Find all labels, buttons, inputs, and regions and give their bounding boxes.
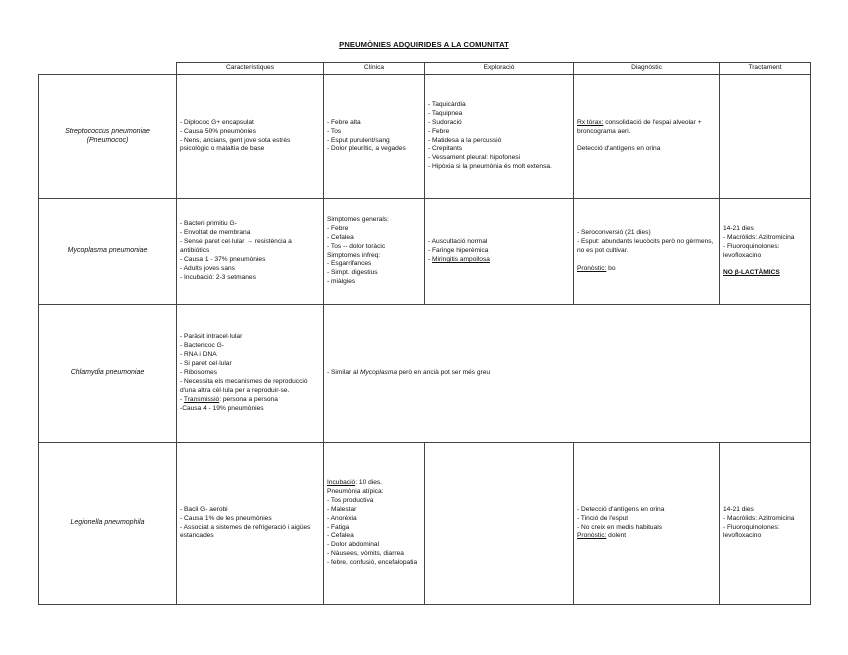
list-item: - Febre [428, 127, 450, 135]
no-beta-lactamics-note: NO β-LACTÀMICS [723, 269, 780, 277]
prognostic [577, 532, 716, 541]
header-row [39, 63, 811, 75]
list-item: - Necessita els mecanismes de reproducció d'una altra cèl·lula per a reproduir-se. [180, 377, 308, 394]
cell-caracteristiques [177, 305, 324, 443]
cell-tractament [720, 75, 811, 199]
list-item: - Febre [327, 224, 349, 232]
list-item: - Tos productiva [327, 496, 374, 504]
list-item: - Associat a sistemes de refrigeració i aigües estancades [180, 523, 311, 540]
cell-similar-note [324, 305, 811, 443]
similar-organism: Mycoplasma [359, 369, 397, 377]
organism-alias: (Pneumococ) [86, 136, 129, 144]
list-item: - RNA i DNA [180, 351, 217, 359]
list-item: - Matidesa a la percussió [428, 136, 502, 144]
list-item: - Macròlids: Azitromicina [723, 233, 795, 241]
list-item: - No creix en medis habituals [577, 523, 663, 531]
transmissio-value: : persona a persona [219, 395, 278, 403]
list-item: - Fluoroquinolones: levofloxacino [723, 242, 780, 259]
incubacio-label: Incubació [327, 478, 356, 486]
transmissio: - Transmissió: persona a persona [180, 395, 278, 403]
list-item: - Anorèxia [327, 514, 357, 522]
list-item: - Detecció d'antígens en orina [577, 505, 665, 513]
organism-mycoplasma: Mycoplasma pneumoniae [39, 199, 177, 305]
list-item: - Si paret cel·lular [180, 360, 232, 368]
list-item: - Tinció de l'esput [577, 514, 629, 522]
prognostic-label: Pronòstic: [577, 532, 607, 540]
list-item: - Taquipnea [428, 109, 463, 117]
table-row-streptococcus [39, 75, 811, 199]
cell-clinica [324, 443, 425, 605]
cell-diagnostic [574, 199, 720, 305]
list-item: - Nàusees, vòmits, diarrea [327, 550, 404, 558]
prognostic-value: bo [606, 264, 616, 272]
list-item: - Fatiga [327, 523, 350, 531]
pneumonia-table [38, 62, 811, 605]
list-item: Detecció d'antígens en orina [577, 145, 661, 153]
list-item: - Macròlids: Azitromicina [723, 514, 795, 522]
similar-note [327, 369, 807, 378]
list-item: - Hipòxia si la pneumònia és molt extensa. [428, 163, 552, 171]
list-item-miringitis: - Miringitis ampollosa [428, 255, 490, 263]
page-title: PNEUMÒNIES ADQUIRIDES A LA COMUNITAT [339, 40, 509, 49]
list-item: - Ribosomes [180, 369, 218, 377]
list-item: - Auscultació normal [428, 238, 488, 246]
list-item: Simptomes generals: [327, 215, 389, 223]
list-item: - Causa 50% pneumònies [180, 127, 256, 135]
list-item: - Vessament pleural: hipofonesi [428, 154, 520, 162]
list-item: - Tos [327, 127, 342, 135]
organism-streptococcus [39, 75, 177, 199]
table-row-legionella [39, 443, 811, 605]
list-item: 14-21 dies [723, 505, 754, 513]
header-clinica: Clínica [324, 63, 425, 75]
organism-legionella: Legionella pneumophila [39, 443, 177, 605]
list-item: - Esput purulent/sang [327, 136, 390, 144]
list-item: - Diplococ G+ encapsulat [180, 118, 254, 126]
list-item: - Cefalea [327, 532, 354, 540]
organism-chlamydia: Chlamydia pneumoniae [39, 305, 177, 443]
list-item: - Causa 1 - 37% pneumònies [180, 255, 266, 263]
header-diagnostic: Diagnòstic [574, 63, 720, 75]
incubacio-value: : 10 dies. [355, 478, 382, 486]
list-item: - miàlgies [327, 278, 356, 286]
rx-torax-label: Rx tòrax: [577, 118, 604, 126]
list-item: - Esput: abundants leucòcits però no gèrmens, no es pot cultivar. [577, 238, 714, 255]
cell-diagnostic [574, 75, 720, 199]
list-item: Simptomes infreq: [327, 251, 381, 259]
header-exploracio: Exploració [425, 63, 574, 75]
list-item: - Sense paret cel·lular → resistència a antibiòtics [180, 238, 292, 255]
transmissio-label: Transmissió [183, 395, 220, 403]
list-item: - Bacil G- aerobi [180, 505, 228, 513]
list-item: - Taquicàrdia [428, 100, 466, 108]
list-item: - Seroconversió (21 dies) [577, 229, 651, 237]
cell-clinica [324, 199, 425, 305]
table-row-mycoplasma [39, 199, 811, 305]
miringitis-text: Miringitis ampollosa [432, 255, 490, 263]
header-tractament: Tractament [720, 63, 811, 75]
table-row-chlamydia [39, 305, 811, 443]
list-item: - Cefalea [327, 233, 354, 241]
list-item: -Causa 4 - 19% pneumònies [180, 404, 264, 412]
similar-after: però en ancià pot ser més greu [397, 369, 491, 377]
list-item: - Malestar [327, 505, 357, 513]
list-item: - Causa 1% de les pneumònies [180, 514, 272, 522]
cell-diagnostic [574, 443, 720, 605]
list-item: - febre, confusió, encefalopatia [327, 559, 418, 567]
list-item: - Paràsit intracel·lular [180, 333, 243, 341]
cell-tractament [720, 199, 811, 305]
list-item: - Dolor abdominal [327, 541, 380, 549]
list-item: - Bacteri primitiu G- [180, 220, 237, 228]
organism-name: Streptococcus pneumoniae [65, 127, 150, 135]
list-item: - Bactericoc G- [180, 342, 224, 350]
list-item: - Crepitants [428, 145, 463, 153]
list-item: Pneumònia atípica: [327, 487, 384, 495]
cell-caracteristiques [177, 75, 324, 199]
list-item: - Adults joves sans [180, 264, 235, 272]
incubacio [327, 479, 421, 488]
prognostic-value: dolent [606, 532, 627, 540]
list-item: - Tos -- dolor toràcic [327, 242, 386, 250]
cell-caracteristiques [177, 199, 324, 305]
list-item: - Esgarrifances [327, 260, 372, 268]
prognostic-label: Pronòstic: [577, 264, 607, 272]
cell-tractament [720, 443, 811, 605]
list-item: - Fluoroquinolones: levofloxacino [723, 523, 780, 540]
list-item: - Dolor pleurític, a vegades [327, 145, 406, 153]
list-item: - Envoltat de membrana [180, 229, 251, 237]
similar-before: - Similar al [327, 369, 360, 377]
header-caracteristiques: Característiques [177, 63, 324, 75]
cell-caracteristiques [177, 443, 324, 605]
cell-exploracio [425, 443, 574, 605]
list-item: - Incubació: 2-3 setmanes [180, 273, 256, 281]
list-item: - Faringe hiperèmica [428, 247, 489, 255]
list-item: - Sudoració [428, 118, 462, 126]
rx-torax-text [577, 119, 716, 137]
list-item: - Simpt. digestius [327, 269, 378, 277]
list-item: - Febre alta [327, 118, 361, 126]
cell-exploracio [425, 75, 574, 199]
list-item: - Nens, ancians, gent jove sota estrès psicològic o malaltia de base [180, 136, 291, 153]
prognostic [577, 265, 716, 274]
cell-exploracio [425, 199, 574, 305]
list-item: 14-21 dies [723, 224, 754, 232]
rx-torax-value: consolidació de l'espai alveolar + broncograma aeri. [577, 118, 702, 135]
header-blank-cell [39, 63, 177, 75]
cell-clinica [324, 75, 425, 199]
